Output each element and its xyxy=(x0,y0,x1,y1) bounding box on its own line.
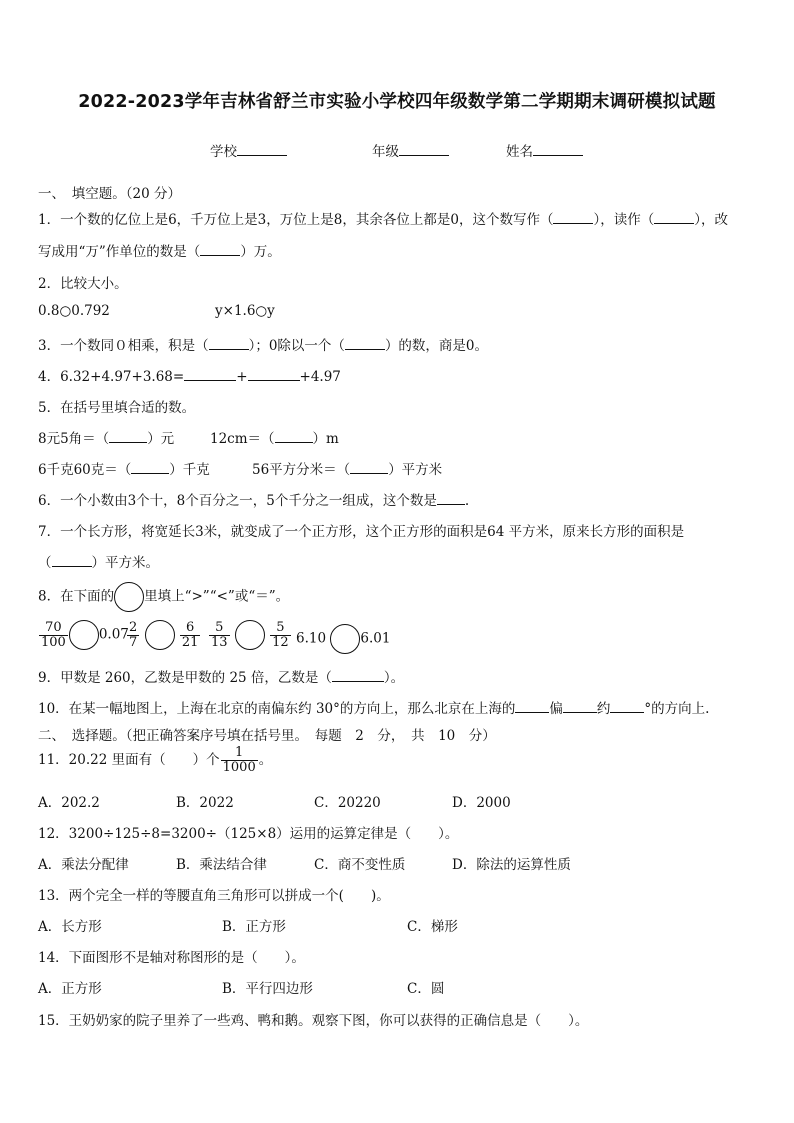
name-field xyxy=(506,140,583,160)
q11-option-c[interactable]: C．20220 xyxy=(314,795,381,811)
q8-text-a: 8．在下面的 xyxy=(38,588,115,605)
q8-problem-2 xyxy=(126,620,201,650)
q8-p1-num: 70 xyxy=(45,619,62,635)
q4-blank-2[interactable] xyxy=(248,367,300,381)
question-7: 7．一个长方形，将宽延长3米，就变成了一个正方形，这个正方形的面积是64 平方米，原来长方形的面积是 xyxy=(38,524,685,540)
question-10 xyxy=(38,697,709,717)
q10-text-b: 偏 xyxy=(549,701,563,717)
q2-compare-a: 0.8○0.792 xyxy=(38,303,110,319)
q3-text-b: ）；0除以一个（ xyxy=(248,338,345,354)
q8-p3-num1: 5 xyxy=(215,619,224,635)
q4-text-b: + xyxy=(236,369,248,385)
q6-text-b: . xyxy=(464,493,470,509)
q8-p3-circle[interactable] xyxy=(235,620,265,650)
q6-text-a: 6．一个小数由3个十，8个百分之一，5个千分之一组成，这个数是 xyxy=(38,493,437,509)
q8-p1-den: 100 xyxy=(41,634,66,650)
q10-blank-1[interactable] xyxy=(515,699,549,713)
q8-p3-den1: 13 xyxy=(211,634,228,650)
name-label: 姓名 xyxy=(506,144,533,160)
q5-a-text-2: ）元 xyxy=(147,431,175,447)
q1-text-a: 1．一个数的亿位上是6，千万位上是3，万位上是8，其余各位上都是0，这个数写作（ xyxy=(38,212,554,228)
q13-option-b[interactable]: B．正方形 xyxy=(222,919,286,935)
q3-text-a: 3．一个数同０相乘，积是（ xyxy=(38,338,209,354)
question-4 xyxy=(38,365,341,385)
q8-p2-left-fraction xyxy=(127,621,139,650)
q8-p2-num1: 2 xyxy=(129,619,138,635)
q14-option-a[interactable]: A．正方形 xyxy=(38,981,102,997)
q11-text-a: 11．20.22 里面有（ ）个 xyxy=(38,752,220,768)
grade-field xyxy=(372,140,449,160)
section1-heading: 一、 填空题。（20 分） xyxy=(38,186,181,202)
q9-blank[interactable] xyxy=(332,668,384,682)
q12-option-d[interactable]: D．除法的运算性质 xyxy=(452,857,571,873)
q11-num: 1 xyxy=(235,745,244,760)
question-1-cont xyxy=(38,240,281,260)
q5-c-text-1: 6千克60克＝（ xyxy=(38,462,132,478)
question-13: 13．两个完全一样的等腰直角三角形可以拼成一个( )。 xyxy=(38,888,390,904)
q3-text-c: ）的数，商是0。 xyxy=(384,338,489,354)
q8-p3-right-fraction xyxy=(270,621,291,650)
q3-blank-1[interactable] xyxy=(209,336,249,350)
q8-p1-fraction xyxy=(39,621,68,650)
q6-blank[interactable] xyxy=(437,491,465,505)
q8-p2-right-fraction xyxy=(180,621,201,650)
q1-text-e: ）万。 xyxy=(240,244,281,260)
q8-problem-4 xyxy=(296,624,390,654)
q5-d-blank[interactable] xyxy=(350,460,388,474)
q1-text-b: ），读作（ xyxy=(593,212,655,228)
q5-item-d xyxy=(252,458,442,478)
q5-d-text-1: 56平方分米＝（ xyxy=(252,462,351,478)
school-field xyxy=(210,140,287,160)
q4-blank-1[interactable] xyxy=(184,367,236,381)
q8-p4-right: 6.01 xyxy=(360,630,391,647)
question-2: 2．比较大小。 xyxy=(38,276,128,292)
q5-b-text-1: 12cm＝（ xyxy=(210,431,275,447)
question-8 xyxy=(38,582,289,612)
q5-a-blank[interactable] xyxy=(109,429,147,443)
q13-option-a[interactable]: A．长方形 xyxy=(38,919,102,935)
q7-blank[interactable] xyxy=(52,553,92,567)
question-14: 14．下面图形不是轴对称图形的是（ ）。 xyxy=(38,950,305,966)
exam-title: 2022-2023学年吉林省舒兰市实验小学校四年级数学第二学期期末调研模拟试题 xyxy=(78,92,716,112)
grade-blank[interactable] xyxy=(399,142,449,156)
q10-text-c: 约 xyxy=(596,701,611,717)
q8-p1-right: 0.07 xyxy=(98,626,129,643)
q8-p3-num2: 5 xyxy=(276,619,285,635)
q4-text-a: 4．6.32+4.97+3.68= xyxy=(38,369,185,385)
q10-blank-3[interactable] xyxy=(610,699,644,713)
question-9 xyxy=(38,666,404,686)
q10-text-d: °的方向上. xyxy=(644,701,710,717)
q13-option-c[interactable]: C．梯形 xyxy=(407,919,458,935)
q5-b-blank[interactable] xyxy=(275,429,313,443)
q5-item-c xyxy=(38,458,210,478)
q10-blank-2[interactable] xyxy=(563,699,597,713)
q5-item-a xyxy=(38,427,174,447)
q1-blank-1[interactable] xyxy=(553,210,593,224)
q4-text-c: +4.97 xyxy=(299,369,341,385)
q8-p2-den1: 7 xyxy=(129,634,138,650)
q8-p2-num2: 6 xyxy=(186,619,195,635)
q8-problem-3 xyxy=(208,620,292,650)
question-6 xyxy=(38,489,469,509)
q5-b-text-2: ）m xyxy=(312,431,339,447)
q11-den: 1000 xyxy=(222,760,256,775)
q1-blank-2[interactable] xyxy=(654,210,694,224)
q8-p4-left: 6.10 xyxy=(296,630,327,647)
q12-option-a[interactable]: A．乘法分配律 xyxy=(38,857,129,873)
q5-c-blank[interactable] xyxy=(131,460,169,474)
q14-option-b[interactable]: B．平行四边形 xyxy=(222,981,313,997)
q11-option-d[interactable]: D．2000 xyxy=(452,795,511,811)
school-label: 学校 xyxy=(210,144,237,160)
q12-option-b[interactable]: B．乘法结合律 xyxy=(176,857,267,873)
q8-p2-den2: 21 xyxy=(181,634,199,650)
q8-problem-1 xyxy=(38,620,129,650)
question-1 xyxy=(38,208,728,228)
question-15: 15．王奶奶家的院子里养了一些鸡、鸭和鹅。观察下图，你可以获得的正确信息是（ ）。 xyxy=(38,1013,589,1029)
q8-text-b: 里填上“>”“<”或“＝”。 xyxy=(144,588,290,605)
question-11 xyxy=(38,746,272,775)
q5-item-b xyxy=(210,427,339,447)
section2-heading: 二、 选择题。（把正确答案序号填在括号里。 每题 2 分， 共 10 分） xyxy=(38,728,496,744)
q8-example-circle xyxy=(114,582,144,612)
question-7-cont xyxy=(38,551,159,571)
grade-label: 年级 xyxy=(372,144,399,160)
q9-text-b: ）。 xyxy=(383,670,405,686)
q8-p3-left-fraction xyxy=(209,621,230,650)
q3-blank-2[interactable] xyxy=(345,336,385,350)
q11-text-b: 。 xyxy=(258,752,273,768)
q1-blank-3[interactable] xyxy=(200,242,240,256)
q9-text-a: 9．甲数是 260，乙数是甲数的 25 倍，乙数是（ xyxy=(38,670,332,686)
q1-text-c: ），改 xyxy=(694,212,728,228)
q10-text-a: 10．在某一幅地图上，上海在北京的南偏东约 30°的方向上，那么北京在上海的 xyxy=(38,701,516,717)
q8-p1-circle[interactable] xyxy=(69,620,99,650)
q8-p3-den2: 12 xyxy=(272,634,289,650)
q8-p2-circle[interactable] xyxy=(145,620,175,650)
q1-text-d: 写成用“万”作单位的数是（ xyxy=(38,244,201,260)
name-blank[interactable] xyxy=(533,142,583,156)
q7-text-c: ）平方米。 xyxy=(91,555,159,571)
q11-fraction xyxy=(221,746,258,775)
q2-compare-b: y×1.6○y xyxy=(215,303,275,319)
question-5: 5．在括号里填合适的数。 xyxy=(38,400,196,416)
school-blank[interactable] xyxy=(237,142,287,156)
q7-text-b: （ xyxy=(38,555,52,571)
q5-c-text-2: ）千克 xyxy=(169,462,210,478)
q8-p4-circle[interactable] xyxy=(330,624,360,654)
q11-option-b[interactable]: B．2022 xyxy=(176,795,234,811)
q5-d-text-2: ）平方米 xyxy=(388,462,443,478)
question-3 xyxy=(38,334,488,354)
q14-option-c[interactable]: C．圆 xyxy=(407,981,445,997)
q12-option-c[interactable]: C．商不变性质 xyxy=(314,857,406,873)
question-12: 12．3200÷125÷8=3200÷（125×8）运用的运算定律是（ ）。 xyxy=(38,826,459,842)
q5-a-text-1: 8元5角＝（ xyxy=(38,431,110,447)
q11-option-a[interactable]: A．202.2 xyxy=(38,795,100,811)
